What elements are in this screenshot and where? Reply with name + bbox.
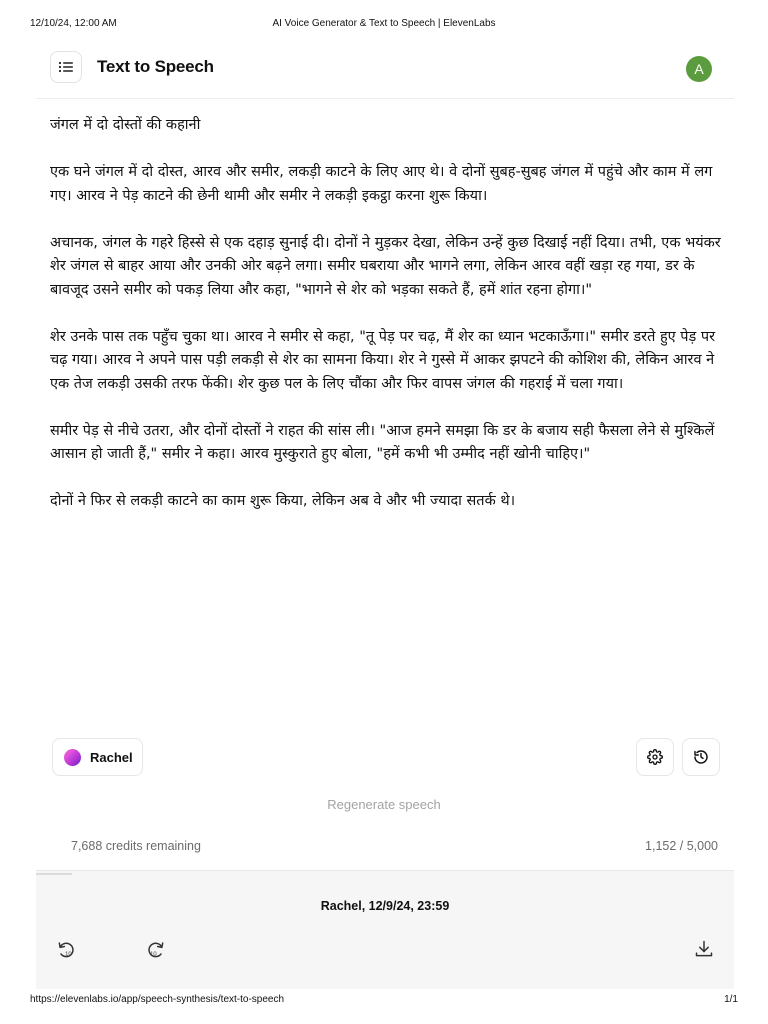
print-url: https://elevenlabs.io/app/speech-synthesis/text-to-speech [30, 994, 285, 1005]
story-title: जंगल में दो दोस्तों की कहानी [50, 117, 201, 133]
history-button[interactable] [682, 738, 720, 776]
list-icon [58, 60, 74, 74]
history-icon [693, 749, 709, 765]
gear-icon [647, 749, 663, 765]
paragraph-1: एक घने जंगल में दो दोस्त, आरव और समीर, लकड़ी काटने के लिए आए थे। वे दोनों सुबह-सुबह जंगल में पहुंचे और काम में लग गए। आरव ने पेड़ काटने की छेनी थामी और समीर ने लकड़ी इकट्ठा करना शुरू किया। [50, 164, 713, 204]
svg-text:10: 10 [65, 951, 72, 958]
print-page-number: 1/1 [724, 994, 738, 1005]
app-header [36, 48, 734, 99]
page-title: Text to Speech [97, 57, 214, 76]
paragraph-3: शेर उनके पास तक पहुँच चुका था। आरव ने समीर से कहा, "तू पेड़ पर चढ़, मैं शेर का ध्यान भटकाऊँगा।" समीर डरते हुए पेड़ पर चढ़ गया। आरव ने अपने पास पड़ी लकड़ी से शेर का सामना किया। शेर ने गुस्से में आकर झपटने की कोशिश की, लेकिन आरव ने एक तेज लकड़ी उसकी तरफ फेंकी। शेर कुछ पल के लिए चौंका और फिर वापस जंगल की गहराई में चला गया। [50, 328, 716, 392]
download-icon [694, 939, 714, 959]
audio-player [36, 870, 734, 989]
avatar[interactable]: A [686, 56, 712, 82]
menu-button[interactable] [50, 51, 82, 83]
regenerate-speech-button[interactable]: Regenerate speech [327, 797, 441, 812]
character-count: 1,152 / 5,000 [645, 839, 718, 853]
credits-remaining: 7,688 credits remaining [71, 839, 201, 853]
settings-button[interactable] [636, 738, 674, 776]
voice-avatar-icon [64, 749, 81, 766]
download-button[interactable] [692, 937, 716, 961]
paragraph-2: अचानक, जंगल के गहरे हिस्से से एक दहाड़ सुनाई दी। दोनों ने मुड़कर देखा, लेकिन उन्हें कुछ दिखाई नहीं दिया। तभी, एक भयंकर शेर जंगल से बाहर आया और उनकी ओर बढ़ने लगा। समीर घबराया और भागने लगा, लेकिन आरव वहीं खड़ा रह गया, डर के बावजूद उसने समीर को पकड़ लिया और कहा, "भागने से शेर को भड़का सकते हैं, हमें शांत रहना होगा।" [50, 234, 721, 298]
player-progress-accent [36, 873, 72, 875]
rewind-10-icon [56, 939, 76, 959]
voice-selector-button[interactable] [52, 738, 143, 776]
text-input-area[interactable] [50, 114, 730, 537]
forward-10-icon [146, 939, 166, 959]
voice-name: Rachel [90, 749, 133, 765]
print-datetime: 12/10/24, 12:00 AM [30, 18, 117, 29]
forward-10-button[interactable] [144, 937, 168, 961]
print-header [0, 18, 768, 34]
print-page-title: AI Voice Generator & Text to Speech | ElevenLabs [272, 18, 496, 29]
player-label: Rachel, 12/9/24, 23:59 [320, 899, 450, 913]
paragraph-5: दोनों ने फिर से लकड़ी काटने का काम शुरू किया, लेकिन अब वे और भी ज्यादा सतर्क थे। [50, 493, 516, 509]
rewind-10-button[interactable] [54, 937, 78, 961]
svg-text:10: 10 [150, 951, 157, 958]
paragraph-4: समीर पेड़ से नीचे उतरा, और दोनों दोस्तों ने राहत की सांस ली। "आज हमने समझा कि डर के बजाय सही फैसला लेने से मुश्किलें आसान हो जाती हैं," समीर ने कहा। आरव मुस्कुराते हुए बोला, "हमें कभी भी उम्मीद नहीं खोनी चाहिए।" [50, 422, 715, 462]
